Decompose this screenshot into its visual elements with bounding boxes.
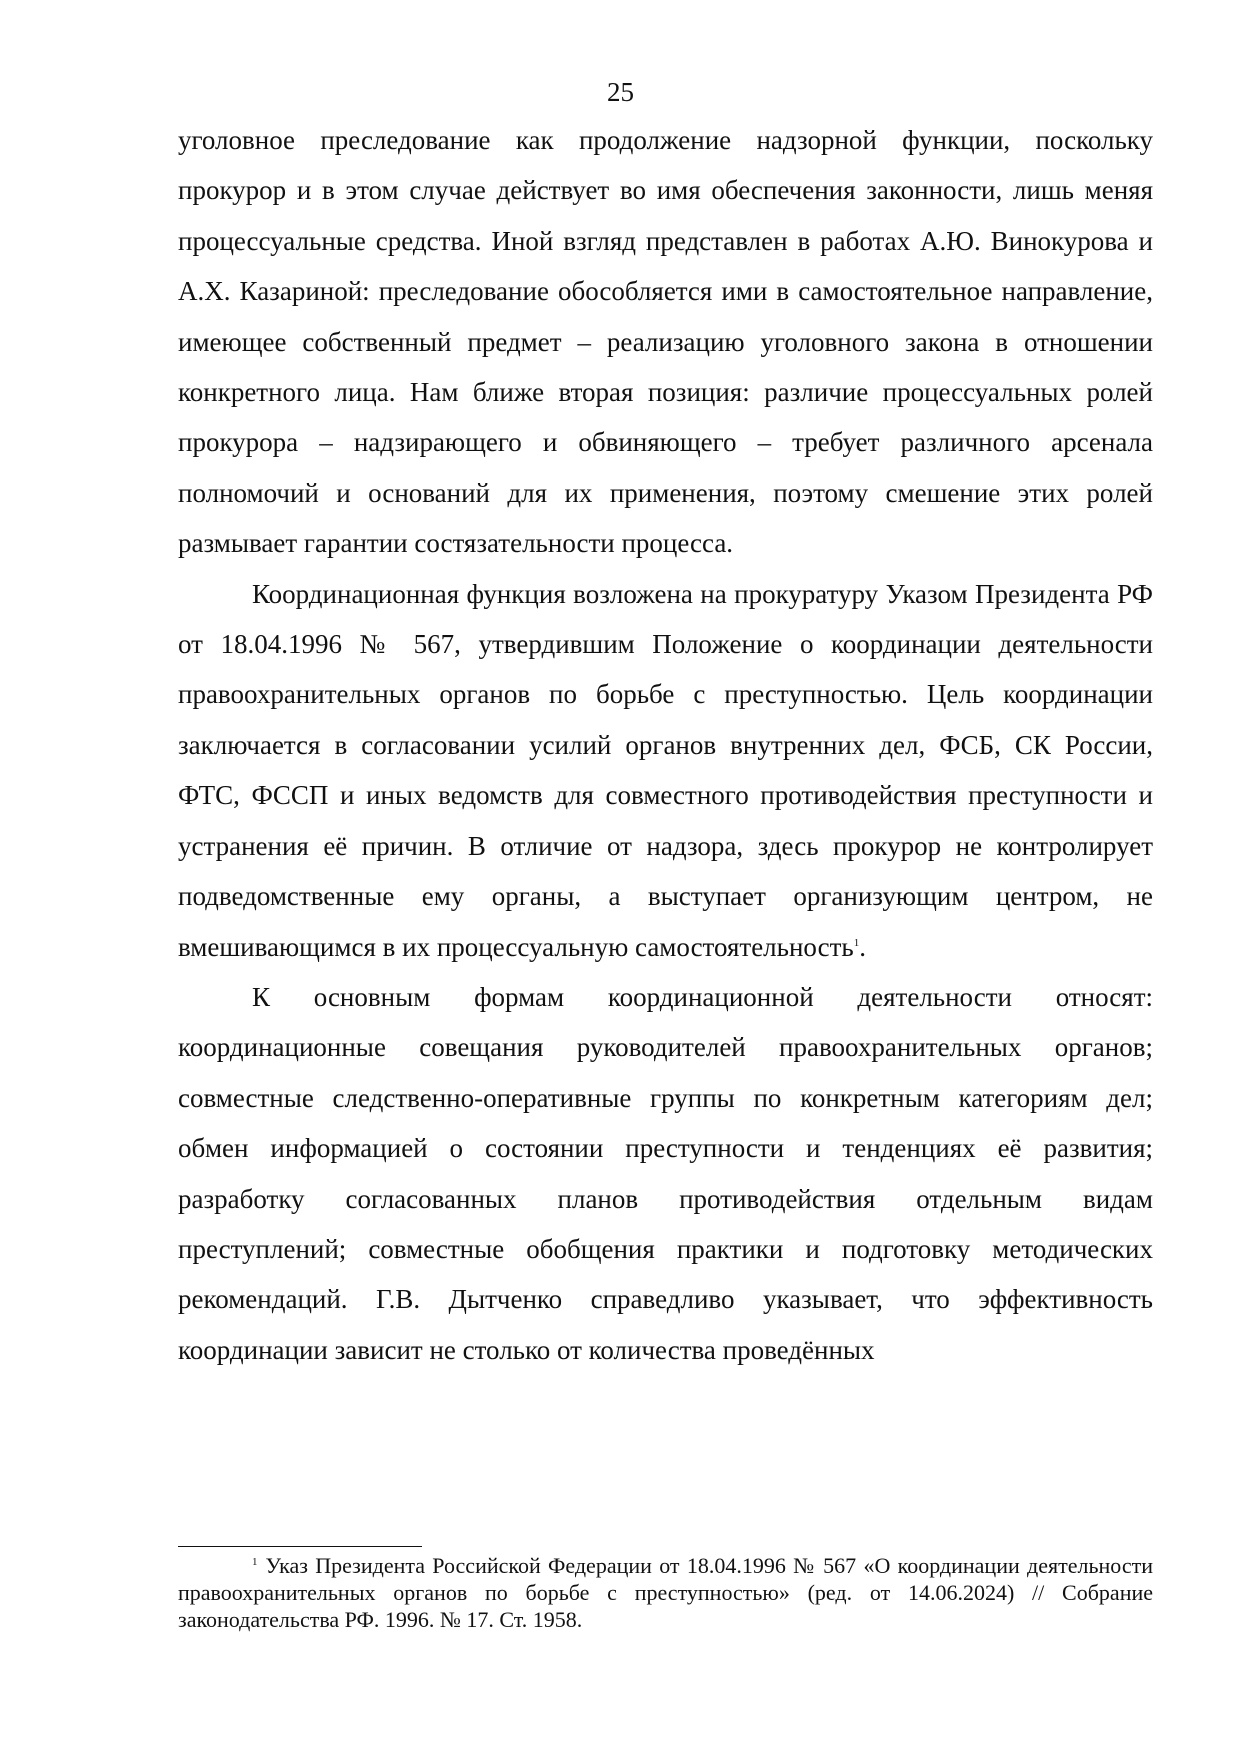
paragraph-text: К основным формам координационной деятельности относят: координационные совещания руководителей правоохранительных органов; совместные следственно-оперативные группы по конкретным категориям дел; обмен информацией о состоянии преступности и тенденциях её развития; разработку согласованных планов противодействия отдельным видам преступлений; совместные обобщения практики и подготовку методических рекомендаций. Г.В. Дытченко справедливо указывает, что эффективность координации зависит не столько от количества проведённых <box>178 981 1153 1365</box>
paragraph-text: Координационная функция возложена на прокуратуру Указом Президента РФ от 18.04.1996 № 567, утвердившим Положение о координации деятельности правоохранительных органов по борьбе с преступностью. Цель координации заключается в согласовании усилий органов внутренних дел, ФСБ, СК России, ФТС, ФССП и иных ведомств для совместного противодействия преступности и устранения её причин. В отличие от надзора, здесь прокурор не контролирует подведомственные ему органы, а выступает организующим центром, не вмешивающимся в их процессуальную самостоятельность <box>178 578 1153 962</box>
paragraph <box>178 115 1153 569</box>
footnote <box>178 1552 1153 1633</box>
footnote-mark: 1 <box>252 1555 258 1568</box>
footnote-separator <box>178 1546 422 1547</box>
paragraph <box>178 972 1153 1375</box>
footnote-text: Указ Президента Российской Федерации от 18.04.1996 № 567 «О координации деятельности правоохранительных органов по борьбе с преступностью» (ред. от 14.06.2024) // Собрание законодательства РФ. 1996. № 17. Ст. 1958. <box>178 1553 1153 1632</box>
footnote-reference[interactable]: 1 <box>853 936 860 949</box>
page-number: 25 <box>607 77 634 107</box>
paragraph-text: уголовное преследование как продолжение надзорной функции, поскольку прокурор и в этом случае действует во имя обеспечения законности, лишь меняя процессуальные средства. Иной взгляд представлен в работах А.Ю. Винокурова и А.Х. Казариной: преследование обособляется ими в самостоятельное направление, имеющее собственный предмет – реализацию уголовного закона в отношении конкретного лица. Нам ближе вторая позиция: различие процессуальных ролей прокурора – надзирающего и обвиняющего – требует различного арсенала полномочий и оснований для их применения, поэтому смешение этих ролей размывает гарантии состязательности процесса. <box>178 125 1153 559</box>
paragraph <box>178 569 1153 972</box>
paragraph-tail: . <box>859 931 866 962</box>
main-text <box>178 115 1153 1375</box>
